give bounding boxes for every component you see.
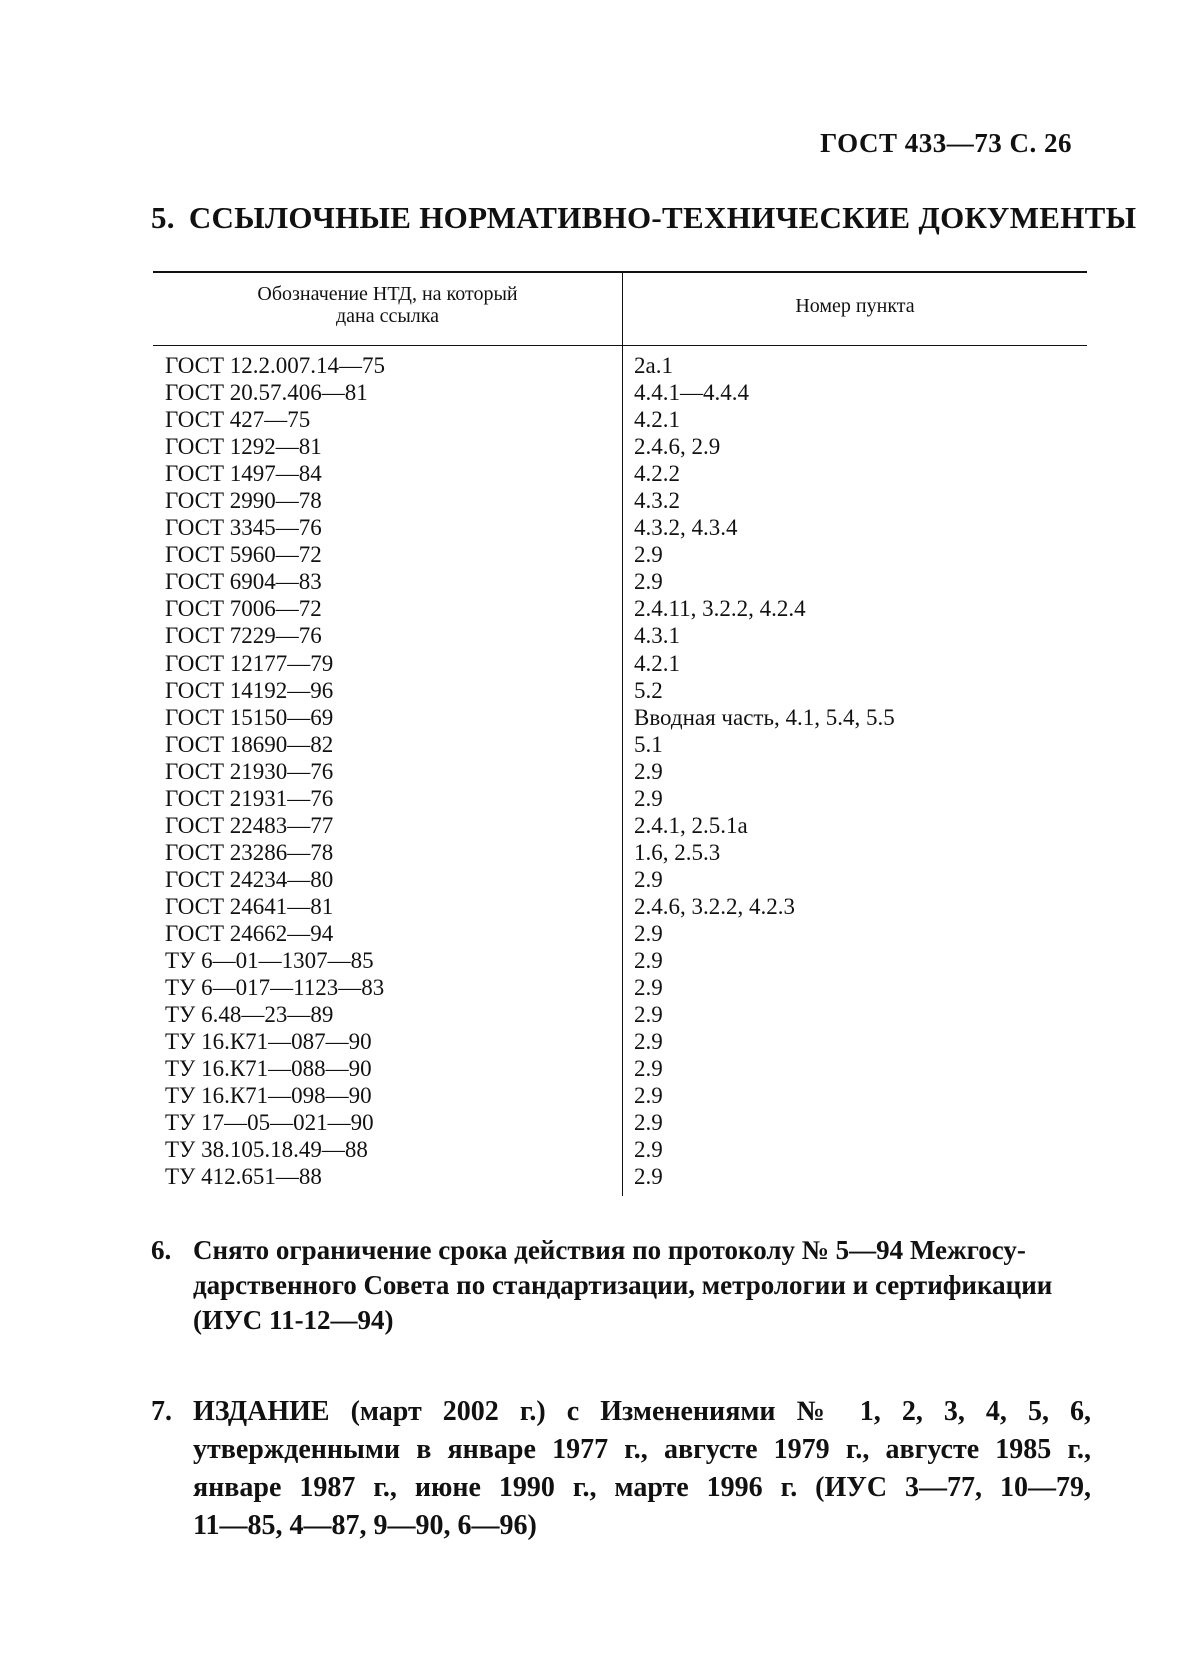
- table-row: [153, 433, 1087, 460]
- cell-item-number: 2.4.6, 3.2.2, 4.2.3: [634, 893, 795, 919]
- cell-item-number: 2.9: [634, 975, 663, 1001]
- table-row: [153, 622, 1087, 649]
- table-row: [153, 1001, 1087, 1028]
- column-header-document-line2: дана ссылка: [335, 305, 440, 327]
- cell-item-number: 4.2.2: [634, 461, 680, 487]
- table-row: [153, 1109, 1087, 1136]
- table-row: [153, 839, 1087, 866]
- table-row: [153, 1055, 1087, 1082]
- cell-document: ГОСТ 7006—72: [165, 596, 322, 622]
- cell-item-number: 2.9: [634, 785, 663, 811]
- cell-item-number: 2а.1: [634, 353, 673, 378]
- cell-item-number: 2.9: [634, 1164, 663, 1190]
- cell-document: ГОСТ 427—75: [165, 407, 311, 433]
- cell-item-number: 4.4.1—4.4.4: [634, 380, 749, 406]
- cell-item-number: 2.4.1, 2.5.1а: [634, 812, 748, 838]
- note-6-line-2: дарственного Совета по стандартизации, метрологии и сертификации: [193, 1270, 1053, 1300]
- cell-item-number: 4.3.2, 4.3.4: [634, 515, 738, 541]
- cell-document: ГОСТ 20.57.406—81: [165, 380, 368, 406]
- cell-item-number: 2.9: [634, 1029, 663, 1055]
- cell-item-number: 2.9: [634, 1056, 663, 1082]
- cell-document: ГОСТ 14192—96: [165, 677, 334, 703]
- cell-item-number: 2.9: [634, 1110, 663, 1136]
- cell-document: ГОСТ 24662—94: [165, 920, 334, 946]
- cell-document: ГОСТ 12177—79: [165, 650, 334, 676]
- note-7-line-1: ИЗДАНИЕ (март 2002 г.) с Изменениями № 1, 2, 3, 4, 5, 6,: [193, 1396, 1091, 1427]
- cell-document: ГОСТ 5960—72: [165, 542, 322, 568]
- cell-item-number: 2.4.11, 3.2.2, 4.2.4: [634, 596, 806, 622]
- cell-item-number: 4.3.2: [634, 488, 680, 514]
- column-header-document-line1: Обозначение НТД, на который: [257, 283, 518, 305]
- cell-document: ГОСТ 2990—78: [165, 488, 322, 514]
- cell-document: ТУ 16.К71—088—90: [165, 1056, 372, 1082]
- cell-document: ГОСТ 23286—78: [165, 839, 334, 865]
- table-row: [153, 677, 1087, 704]
- table-row: [153, 974, 1087, 1001]
- cell-item-number: 2.9: [634, 948, 663, 974]
- note-7-line-2: утвержденными в январе 1977 г., августе 1979 г., августе 1985 г.,: [193, 1434, 1091, 1465]
- cell-item-number: 2.9: [634, 866, 663, 892]
- table-row: [153, 893, 1087, 920]
- cell-document: ГОСТ 7229—76: [165, 623, 322, 649]
- column-header-item: Номер пункта: [795, 295, 915, 317]
- cell-document: ТУ 6—01—1307—85: [165, 948, 374, 974]
- cell-item-number: 2.9: [634, 758, 663, 784]
- cell-document: ГОСТ 21931—76: [165, 785, 334, 811]
- cell-item-number: 4.2.1: [634, 650, 680, 676]
- cell-item-number: 1.6, 2.5.3: [634, 839, 721, 865]
- table-row: [153, 487, 1087, 514]
- table-row: [153, 568, 1087, 595]
- note-6-text: [193, 1233, 1091, 1338]
- note-6-line-1: Снято ограничение срока действия по протоколу № 5—94 Межгосу-: [193, 1235, 1026, 1265]
- cell-item-number: 2.9: [634, 569, 663, 595]
- cell-item-number: 4.2.1: [634, 407, 680, 433]
- cell-document: ТУ 412.651—88: [165, 1164, 322, 1190]
- table-row: [153, 514, 1087, 541]
- section-number: 5.: [151, 200, 175, 235]
- table-row: [153, 866, 1087, 893]
- note-6-line-3: (ИУС 11-12—94): [193, 1305, 394, 1335]
- table-row: [153, 406, 1087, 433]
- cell-document: ГОСТ 3345—76: [165, 515, 322, 541]
- table-top-rule: [153, 271, 1087, 273]
- cell-document: ГОСТ 6904—83: [165, 569, 322, 595]
- table-row: [153, 650, 1087, 677]
- note-7-line-4: 11—85, 4—87, 9—90, 6—96): [193, 1510, 537, 1541]
- cell-item-number: 2.9: [634, 1137, 663, 1163]
- cell-item-number: 2.9: [634, 1002, 663, 1028]
- column-header-document: [153, 283, 622, 327]
- section-title-text: ССЫЛОЧНЫЕ НОРМАТИВНО-ТЕХНИЧЕСКИЕ ДОКУМЕНТЫ: [188, 200, 1137, 235]
- cell-item-number: 2.9: [634, 1083, 663, 1109]
- cell-document: ТУ 38.105.18.49—88: [165, 1137, 368, 1163]
- table-header-rule: [153, 345, 1087, 346]
- table-row: [153, 758, 1087, 785]
- cell-document: ТУ 17—05—021—90: [165, 1110, 374, 1136]
- note-7-text: [193, 1393, 1091, 1545]
- note-6: [151, 1233, 1091, 1338]
- cell-item-number: 5.2: [634, 677, 663, 703]
- cell-item-number: 5.1: [634, 731, 663, 757]
- table-row: [153, 1136, 1087, 1163]
- cell-document: ТУ 16.К71—098—90: [165, 1083, 372, 1109]
- cell-document: ГОСТ 21930—76: [165, 758, 334, 784]
- table-row: [153, 785, 1087, 812]
- section-title: [151, 200, 1136, 236]
- note-6-number: 6.: [151, 1235, 172, 1265]
- cell-item-number: 4.3.1: [634, 623, 680, 649]
- table-row: [153, 1082, 1087, 1109]
- cell-item-number: 2.9: [634, 920, 663, 946]
- table-row: [153, 947, 1087, 974]
- cell-document: ГОСТ 24234—80: [165, 866, 334, 892]
- table-body: [153, 352, 1087, 1190]
- table-row: [153, 460, 1087, 487]
- cell-document: ГОСТ 12.2.007.14—75: [165, 353, 386, 378]
- table-row: [153, 541, 1087, 568]
- table-row: [153, 704, 1087, 731]
- note-7-line-3: январе 1987 г., июне 1990 г., марте 1996 г. (ИУС 3—77, 10—79,: [193, 1472, 1091, 1503]
- cell-item-number: 2.9: [634, 542, 663, 568]
- cell-document: ГОСТ 24641—81: [165, 893, 334, 919]
- table-row: [153, 920, 1087, 947]
- table-row: [153, 595, 1087, 622]
- table-row: [153, 1163, 1087, 1190]
- note-7-number: 7.: [151, 1396, 172, 1427]
- cell-document: ТУ 6.48—23—89: [165, 1002, 334, 1028]
- cell-document: ГОСТ 15150—69: [165, 704, 334, 730]
- note-7: [151, 1393, 1091, 1545]
- cell-item-number: 2.4.6, 2.9: [634, 434, 721, 460]
- table-row: [153, 1028, 1087, 1055]
- cell-item-number: Вводная часть, 4.1, 5.4, 5.5: [634, 704, 895, 730]
- cell-document: ТУ 6—017—1123—83: [165, 975, 385, 1001]
- table-row: [153, 731, 1087, 758]
- cell-document: ГОСТ 1497—84: [165, 461, 322, 487]
- cell-document: ГОСТ 22483—77: [165, 812, 334, 838]
- page-header: ГОСТ 433—73 С. 26: [820, 128, 1072, 158]
- cell-document: ТУ 16.К71—087—90: [165, 1029, 372, 1055]
- table-row: [153, 379, 1087, 406]
- table-row: [153, 812, 1087, 839]
- cell-document: ГОСТ 1292—81: [165, 434, 322, 460]
- cell-document: ГОСТ 18690—82: [165, 731, 334, 757]
- table-row: [153, 352, 1087, 379]
